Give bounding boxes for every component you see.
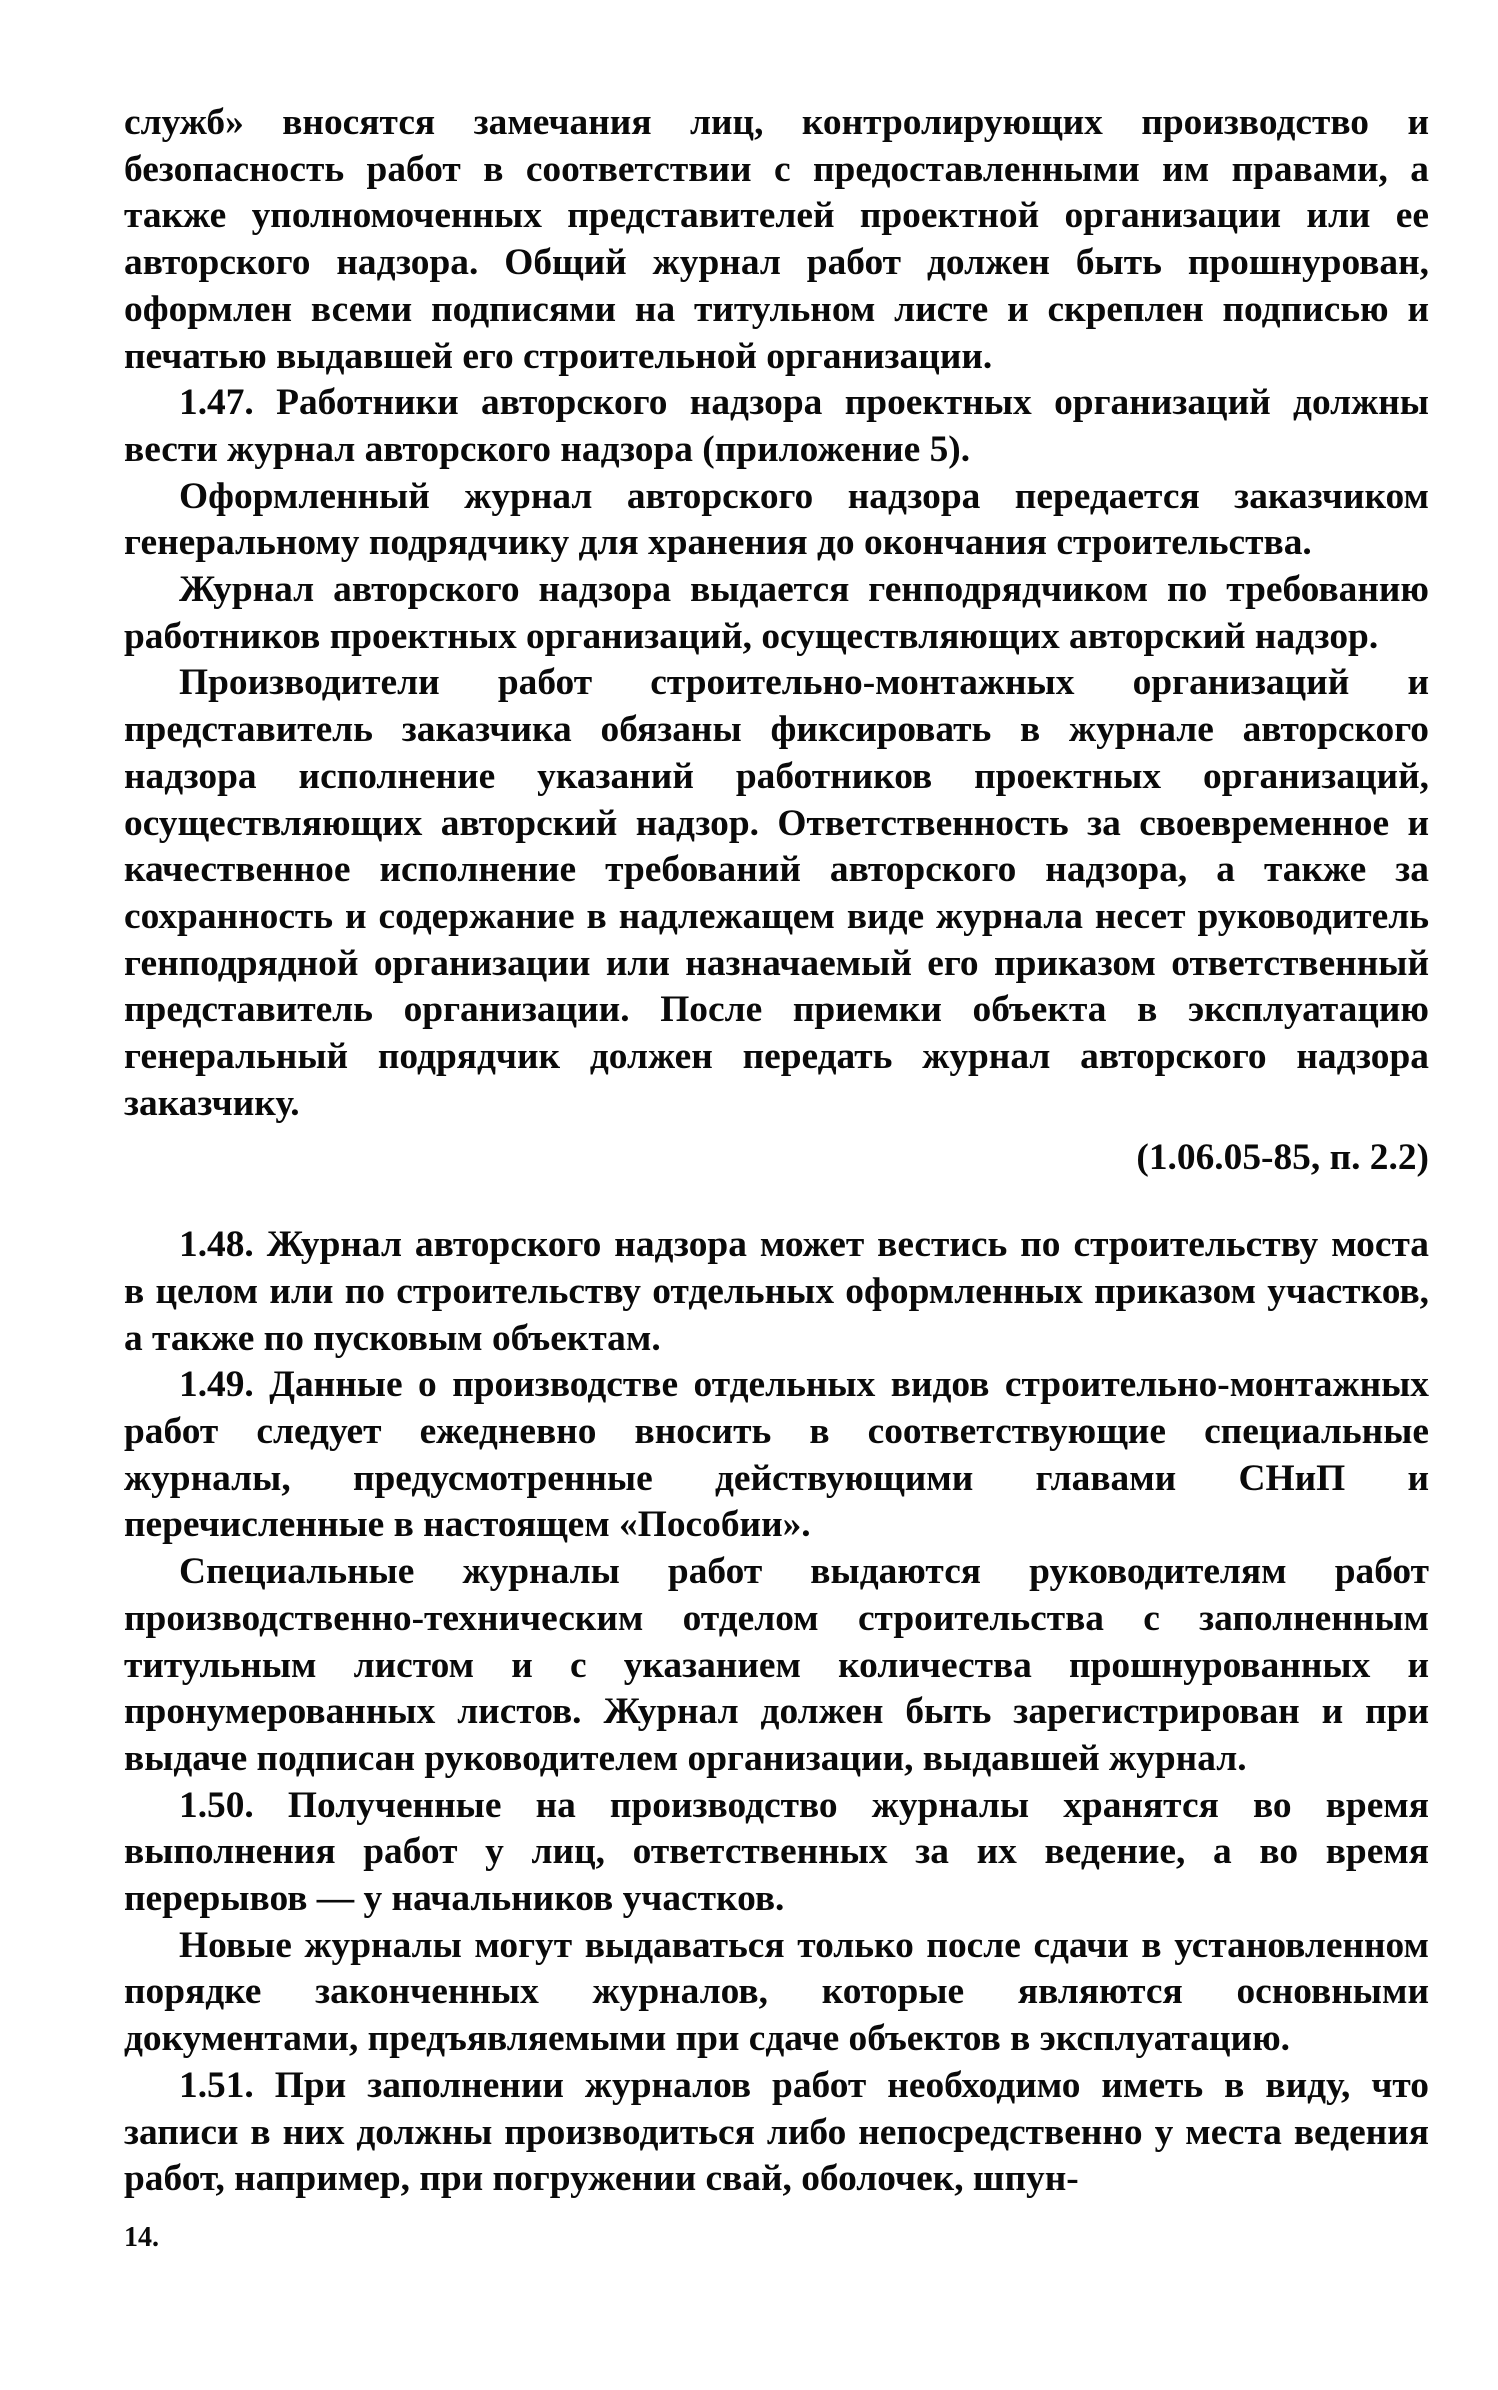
paragraph: Производители работ строительно-монтажных организаций и представитель заказчика обязаны фиксировать в журнале авторского надзора исполнение указаний работников проектных организаций, осуществляющих авторский надзор. Ответственность за своевременное и качественное исполнение требований авторского надзора, а также за сохранность и содержание в надлежащем виде журнала несет руководитель генподрядной организации или назначаемый его приказом ответственный представитель организации. После приемки объекта в эксплуатацию генеральный подрядчик должен передать журнал авторского надзора заказчику. <box>124 662 1429 1124</box>
paragraph-1-50: 1.50. Полученные на производство журналы хранятся во время выполнения работ у лиц, ответственных за их ведение, а во время перерывов — у начальников участков. <box>124 1784 1429 1920</box>
paragraph-1-47: 1.47. Работники авторского надзора проектных организаций должны вести журнал авторского надзора (приложение 5). <box>124 382 1429 470</box>
paragraph: Оформленный журнал авторского надзора передается заказчиком генеральному подрядчику для хранения до окончания строительства. <box>124 475 1429 564</box>
paragraph: Журнал авторского надзора выдается генподрядчиком по требованию работников проектных организаций, осуществляющих авторский надзор. <box>124 569 1429 657</box>
paragraph-1-48: 1.48. Журнал авторского надзора может вестись по строительству моста в целом или по строительству отдельных оформленных приказом участков, а также по пусковым объектам. <box>124 1224 1429 1359</box>
citation: (1.06.05-85, п. 2.2) <box>1136 1137 1429 1179</box>
paragraph-1-51: 1.51. При заполнении журналов работ необходимо иметь в виду, что записи в них должны производиться либо непосредственно у места ведения работ, например, при погружении свай, оболочек, шпун- <box>124 2064 1429 2200</box>
page-body <box>124 100 1429 2203</box>
paragraph-continuation: служб» вносятся замечания лиц, контролирующих производство и безопасность работ в соответствии с предоставленными им правами, а также уполномоченных представителей проектной организации или ее авторского надзора. Общий журнал работ должен быть прошнурован, оформлен всеми подписями на титульном листе и скреплен подписью и печатью выдавшей его строительной организации. <box>124 102 1429 377</box>
paragraph: Новые журналы могут выдаваться только после сдачи в установленном порядке законченных журналов, которые являются основными документами, предъявляемыми при сдаче объектов в эксплуатацию. <box>124 1924 1429 2060</box>
page-number: 14. <box>124 2222 159 2253</box>
paragraph: Специальные журналы работ выдаются руководителям работ производственно-техническим отделом строительства с заполненным титульным листом и с указанием количества прошнурованных и пронумерованных листов. Журнал должен быть зарегистрирован и при выдаче подписан руководителем организации, выдавшей журнал. <box>124 1551 1429 1779</box>
paragraph-1-49: 1.49. Данные о производстве отдельных видов строительно-монтажных работ следует ежедневно вносить в соответствующие специальные журналы, предусмотренные действующими главами СНиП и перечисленные в настоящем «Пособии». <box>124 1364 1429 1546</box>
